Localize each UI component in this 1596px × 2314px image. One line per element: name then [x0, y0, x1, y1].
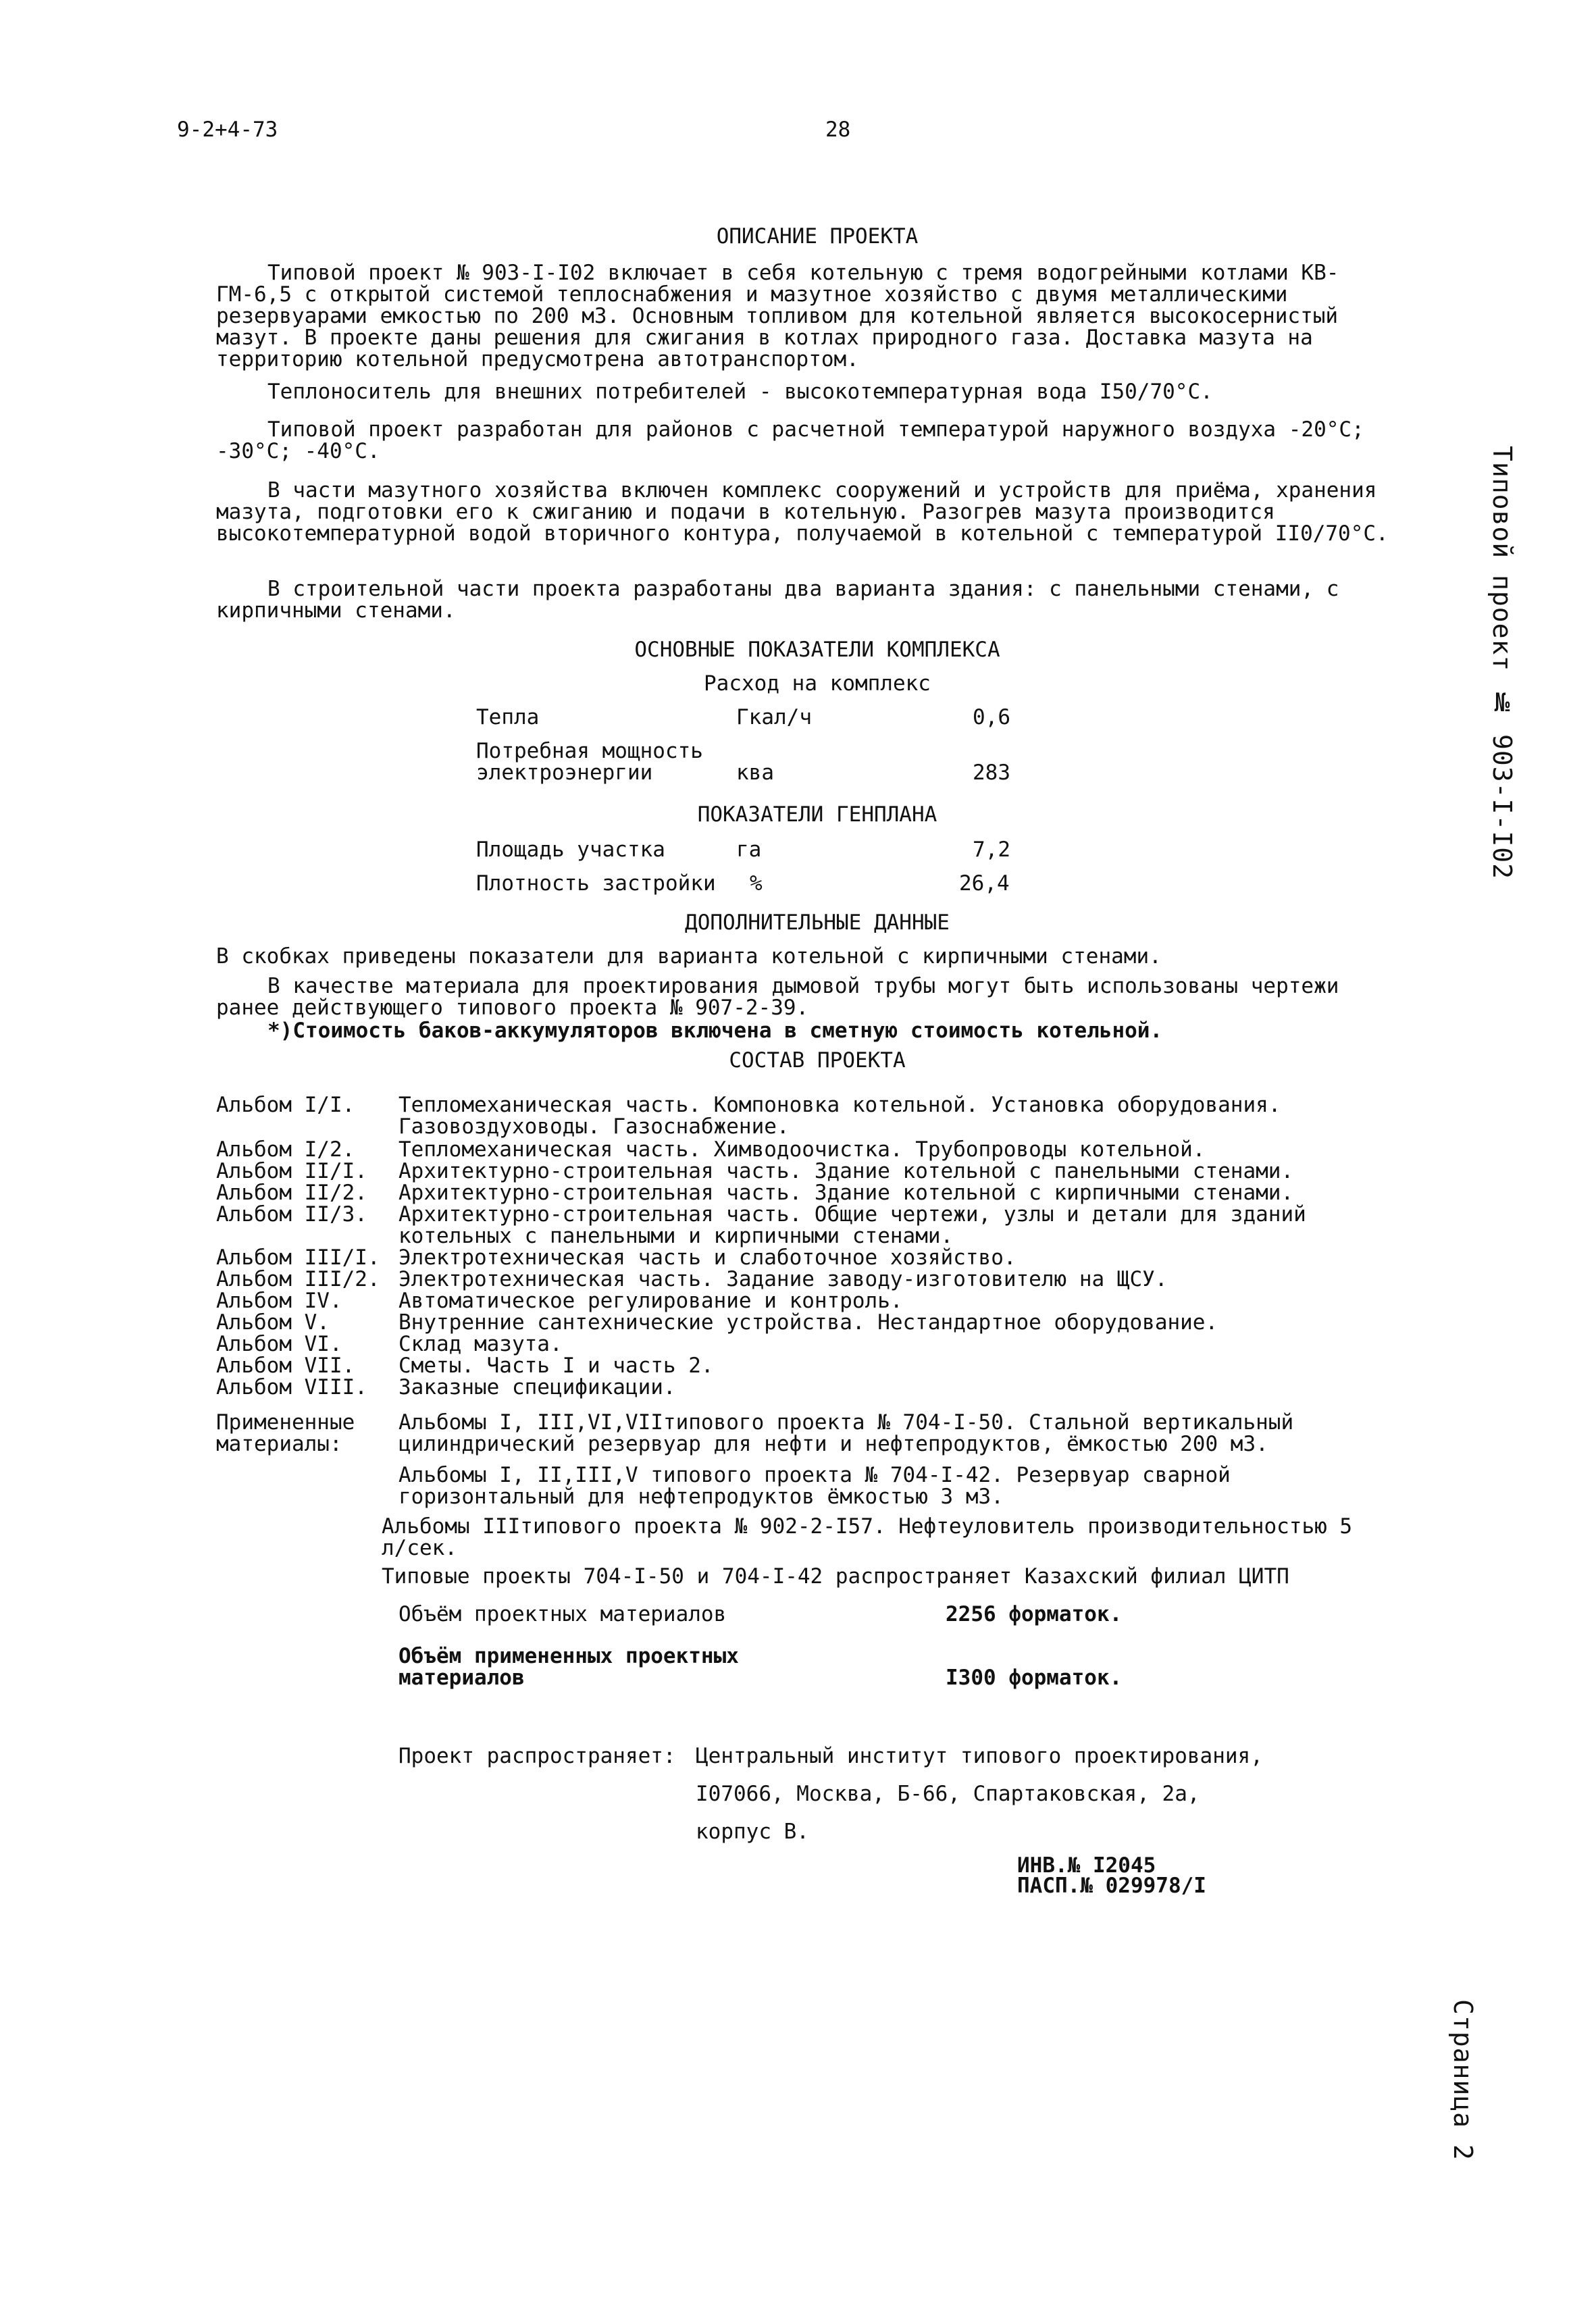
album-text: Заказные спецификации. [398, 1375, 676, 1399]
indicators-subheading: Расход на комплекс [704, 671, 931, 696]
distributor-line-2: I07066, Москва, Б-66, Спартаковская, 2а, [696, 1782, 1200, 1806]
additional-paragraph-2: В качестве материала для проектирования дымовой трубы могут быть использованы чертежи ранее действующего типового проекта № 907-2-39. [216, 974, 1339, 1020]
heat-carrier-paragraph: Теплоноситель для внешних потребителей - высокотемпературная вода I50/70°C. [267, 380, 1213, 404]
genplan-value: 7,2 [973, 838, 1010, 862]
fuel-oil-paragraph: В части мазутного хозяйства включен комплекс сооружений и устройств для приёма, хранения мазута, подготовки его к сжиганию и подачи в котельную. Разогрев мазута производится высокотемпературной водой вторичного контура, получаемой в котельной с температурой II0/70°C. [216, 478, 1389, 546]
applied-material-1: Альбомы I, III,VI,VIIтипового проекта № 704-I-50. Стальной вертикальный цилиндрический резервуар для нефти и нефтепродуктов, ёмкостью 200 м3. [398, 1410, 1294, 1456]
album-label: Альбом II/3. [216, 1202, 367, 1227]
album-label: Альбом I/I. [216, 1093, 355, 1117]
album-text: Электротехническая часть. Задание заводу-изготовителю на ЩСУ. [398, 1267, 1168, 1291]
indicator-name: Тепла [476, 705, 540, 729]
side-page-label: Страница 2 [1448, 1999, 1478, 2161]
distributor-label: Проект распространяет: [398, 1744, 676, 1768]
indicator-value: 283 [973, 761, 1010, 785]
indicator-value: 0,6 [973, 705, 1010, 729]
applied-material-2: Альбомы I, II,III,V типового проекта № 704-I-42. Резервуар сварной горизонтальный для нефтепродуктов ёмкостью 3 м3. [398, 1463, 1231, 1509]
climate-paragraph: Типовой проект разработан для районов с расчетной температурой наружного воздуха -20°C; -30°C; -40°C. [216, 417, 1364, 463]
album-label: Альбом II/I. [216, 1159, 367, 1183]
genplan-unit: % [750, 871, 763, 896]
additional-paragraph-3: *)Стоимость баков-аккумуляторов включена в сметную стоимость котельной. [267, 1019, 1163, 1043]
album-text: Архитектурно-строительная часть. Здание котельной с кирпичными стенами. [398, 1181, 1294, 1205]
album-text: Сметы. Часть I и часть 2. [398, 1354, 714, 1378]
volume-project-value: 2256 форматок. [946, 1602, 1123, 1626]
album-label: Альбом VIII. [216, 1375, 367, 1399]
album-label: Альбом III/I. [216, 1245, 380, 1270]
album-label: Альбом V. [216, 1310, 330, 1335]
composition-heading: СОСТАВ ПРОЕКТА [729, 1048, 906, 1073]
distributor-line-1: Центральный институт типового проектирования, [696, 1744, 1263, 1768]
genplan-name: Плотность застройки [476, 871, 716, 896]
album-text: Тепломеханическая часть. Химводоочистка. Трубопроводы котельной. [398, 1137, 1206, 1162]
album-text: Электротехническая часть и слаботочное хозяйство. [398, 1245, 1016, 1270]
document-code: 9-2+4-73 [177, 118, 278, 142]
page-title: ОПИСАНИЕ ПРОЕКТА [716, 224, 919, 249]
genplan-heading: ПОКАЗАТЕЛИ ГЕНПЛАНА [697, 802, 937, 827]
intro-paragraph: Типовой проект № 903-I-I02 включает в себя котельную с тремя водогрейными котлами КВ-ГМ-6,5 с открытой системой теплоснабжения и мазутное хозяйство с двумя металлическими резервуарами емкостью по 200 м3. Основным топливом для котельной является высокосернистый мазут. В проекте даны решения для сжигания в котлах природного газа. Доставка мазута на территорию котельной предусмотрена автотранспортом. [216, 261, 1339, 371]
additional-heading: ДОПОЛНИТЕЛЬНЫЕ ДАННЫЕ [685, 910, 950, 935]
album-label: Альбом VI. [216, 1332, 342, 1356]
album-text: Архитектурно-строительная часть. Общие чертежи, узлы и детали для зданий котельных с панельными и кирпичными стенами. [398, 1202, 1306, 1248]
album-text: Внутренние сантехнические устройства. Нестандартное оборудование. [398, 1310, 1218, 1335]
album-text: Тепломеханическая часть. Компоновка котельной. Установка оборудования. Газовоздуховоды. Газоснабжение. [398, 1093, 1281, 1139]
genplan-unit: га [736, 838, 762, 862]
volume-project-label: Объём проектных материалов [398, 1602, 727, 1626]
inventory-number: ИНВ.№ I2045 [1017, 1853, 1156, 1878]
album-label: Альбом IV. [216, 1289, 342, 1313]
applied-material-3: Альбомы IIIтипового проекта № 902-2-I57. Нефтеуловитель производительностью 5 л/сек. [382, 1514, 1353, 1560]
volume-applied-value: I300 форматок. [946, 1666, 1123, 1690]
indicator-unit: ква [736, 761, 774, 785]
applied-material-4: Типовые проекты 704-I-50 и 704-I-42 распространяет Казахский филиал ЦИТП [382, 1564, 1289, 1589]
album-label: Альбом I/2. [216, 1137, 355, 1162]
applied-materials-label: Примененные материалы: [216, 1410, 355, 1456]
passport-number: ПАСП.№ 029978/I [1017, 1874, 1206, 1898]
album-text: Автоматическое регулирование и контроль. [398, 1289, 903, 1313]
indicator-name: Потребная мощность электроэнергии [476, 739, 703, 785]
indicator-unit: Гкал/ч [736, 705, 812, 729]
album-text: Архитектурно-строительная часть. Здание котельной с панельными стенами. [398, 1159, 1294, 1183]
indicators-heading: ОСНОВНЫЕ ПОКАЗАТЕЛИ КОМПЛЕКСА [634, 638, 1000, 662]
album-text: Склад мазута. [398, 1332, 563, 1356]
genplan-value: 26,4 [959, 871, 1010, 896]
volume-applied-label: Объём примененных проектных материалов [398, 1644, 739, 1690]
distributor-line-3: корпус В. [696, 1820, 809, 1844]
construction-paragraph: В строительной части проекта разработаны два варианта здания: с панельными стенами, с кирпичными стенами. [216, 577, 1339, 623]
album-label: Альбом II/2. [216, 1181, 367, 1205]
album-label: Альбом III/2. [216, 1267, 380, 1291]
additional-paragraph-1: В скобках приведены показатели для варианта котельной с кирпичными стенами. [216, 944, 1162, 969]
page-number: 28 [825, 118, 851, 142]
genplan-name: Площадь участка [476, 838, 665, 862]
album-label: Альбом VII. [216, 1354, 355, 1378]
side-project-label: Типовой проект № 903-I-I02 [1487, 446, 1517, 879]
